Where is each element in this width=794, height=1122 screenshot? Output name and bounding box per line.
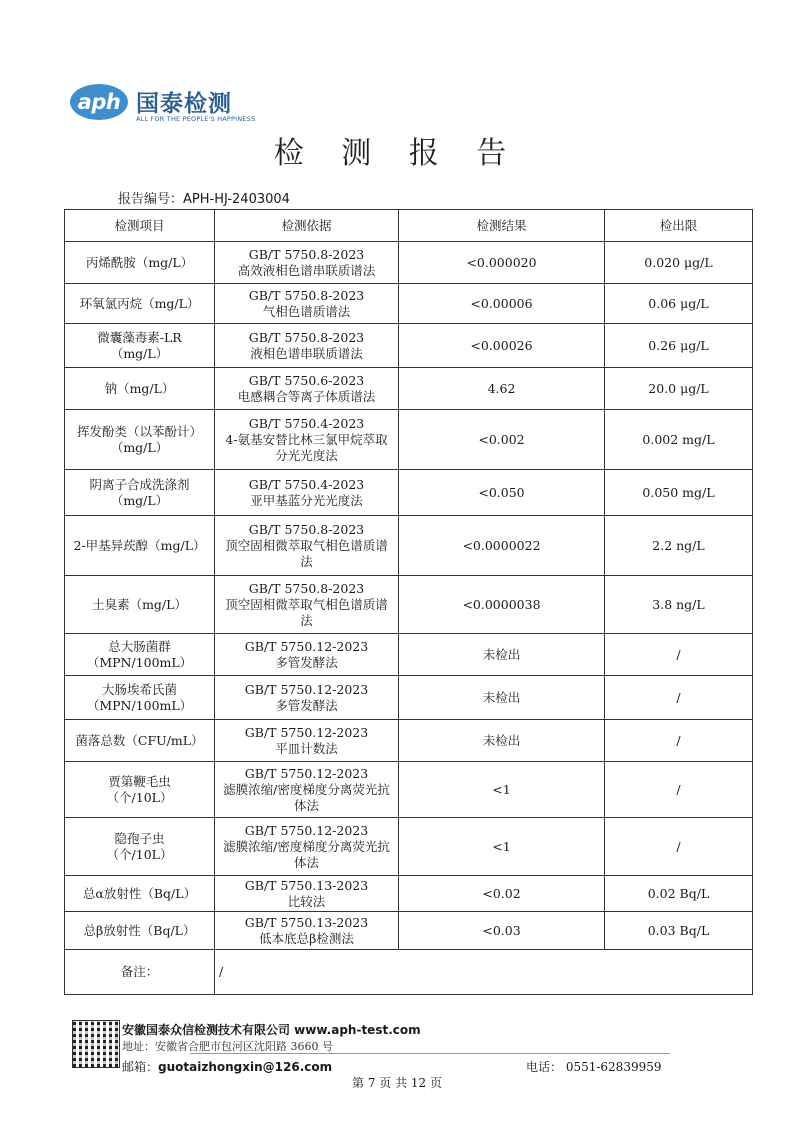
- address-line: 地址：安徽省合肥市包河区沈阳路 3660 号: [122, 1040, 333, 1053]
- item-cell: [65, 720, 215, 762]
- item-cell-line: （MPN/100mL）: [86, 654, 193, 670]
- basis-cell-line: 比较法: [287, 893, 326, 909]
- item-cell: [65, 634, 215, 676]
- limit-cell: 3.8 ng/L: [605, 576, 753, 634]
- basis-cell-line: GB/T 5750.8-2023: [248, 329, 365, 345]
- table-row: [65, 470, 753, 516]
- result-cell: 4.62: [399, 368, 605, 410]
- result-cell: <0.002: [399, 410, 605, 470]
- table-row: [65, 368, 753, 410]
- limit-cell: 0.06 μg/L: [605, 284, 753, 324]
- table-row: [65, 516, 753, 576]
- item-cell-line: 总β放射性（Bq/L）: [83, 922, 196, 938]
- limit-cell: 0.26 μg/L: [605, 324, 753, 368]
- item-cell-line: 大肠埃希氏菌: [101, 681, 177, 697]
- basis-cell-line: GB/T 5750.8-2023: [248, 246, 365, 262]
- basis-cell-line: 分光光度法: [275, 447, 338, 463]
- test-results-table: [64, 209, 753, 995]
- item-cell-line: 土臭素（mg/L）: [92, 596, 187, 612]
- item-cell: [65, 368, 215, 410]
- company-logo: [70, 84, 270, 128]
- report-title: 检 测 报 告: [273, 136, 521, 171]
- table-row: [65, 762, 753, 818]
- remark-label: 备注：: [65, 950, 215, 995]
- result-cell: <0.02: [399, 876, 605, 912]
- table-row: [65, 912, 753, 950]
- item-cell: [65, 762, 215, 818]
- basis-cell-line: 亚甲基蓝分光光度法: [250, 492, 363, 508]
- result-cell: <0.03: [399, 912, 605, 950]
- basis-cell-line: 高效液相色谱串联质谱法: [237, 262, 376, 278]
- phone-line: 电话： 0551-62839959: [526, 1060, 662, 1074]
- table-row: [65, 634, 753, 676]
- basis-cell: [215, 762, 399, 818]
- basis-cell: [215, 324, 399, 368]
- result-cell: <0.050: [399, 470, 605, 516]
- basis-cell: [215, 242, 399, 284]
- basis-cell-line: 多管发酵法: [275, 654, 338, 670]
- result-cell: 未检出: [399, 676, 605, 720]
- basis-cell-line: 体法: [293, 797, 319, 813]
- limit-cell: 0.050 mg/L: [605, 470, 753, 516]
- basis-cell-line: 滤膜浓缩/密度梯度分离荧光抗: [223, 781, 390, 797]
- table-row: [65, 284, 753, 324]
- item-cell-line: 贾第鞭毛虫: [108, 773, 171, 789]
- item-cell: [65, 324, 215, 368]
- basis-cell-line: 4-氨基安替比林三氯甲烷萃取: [225, 431, 388, 447]
- table-row: [65, 676, 753, 720]
- basis-cell: [215, 410, 399, 470]
- item-cell: [65, 242, 215, 284]
- qr-code: [72, 1020, 120, 1068]
- limit-cell: /: [605, 634, 753, 676]
- email-address: guotaizhongxin@126.com: [158, 1060, 333, 1074]
- basis-cell: [215, 470, 399, 516]
- item-cell-line: 钠（mg/L）: [104, 380, 175, 396]
- basis-cell-line: GB/T 5750.4-2023: [248, 476, 365, 492]
- item-cell-line: 环氧氯丙烷（mg/L）: [79, 295, 200, 311]
- item-cell: [65, 676, 215, 720]
- basis-cell-line: 低本底总β检测法: [259, 930, 354, 946]
- table-row: [65, 818, 753, 876]
- limit-cell: 20.0 μg/L: [605, 368, 753, 410]
- basis-cell-line: 顶空固相微萃取气相色谱质谱: [225, 596, 388, 612]
- result-cell: <0.0000038: [399, 576, 605, 634]
- basis-cell: [215, 284, 399, 324]
- basis-cell-line: GB/T 5750.12-2023: [244, 724, 369, 740]
- basis-cell-line: 体法: [293, 854, 319, 870]
- item-cell: [65, 876, 215, 912]
- item-cell-line: 总大肠菌群: [108, 638, 171, 654]
- item-cell-line: 微囊藻毒素-LR: [97, 329, 182, 345]
- basis-cell: [215, 912, 399, 950]
- limit-cell: 0.02 Bq/L: [605, 876, 753, 912]
- basis-cell-line: 液相色谱串联质谱法: [250, 345, 363, 361]
- basis-cell-line: 平皿计数法: [275, 740, 338, 756]
- basis-cell-line: 法: [300, 553, 313, 569]
- basis-cell-line: 法: [300, 612, 313, 628]
- limit-cell: 2.2 ng/L: [605, 516, 753, 576]
- item-cell: [65, 470, 215, 516]
- logo-name: 国泰检测: [136, 91, 232, 117]
- table-row: [65, 576, 753, 634]
- basis-cell-line: GB/T 5750.12-2023: [244, 681, 369, 697]
- basis-cell-line: 气相色谱质谱法: [262, 303, 351, 319]
- basis-cell: [215, 720, 399, 762]
- remark-row: [65, 950, 753, 995]
- basis-cell-line: GB/T 5750.8-2023: [248, 287, 365, 303]
- result-cell: <1: [399, 818, 605, 876]
- basis-cell: [215, 576, 399, 634]
- item-cell-line: 挥发酚类（以苯酚计）: [76, 423, 202, 439]
- table-row: [65, 720, 753, 762]
- table-body: [65, 242, 753, 950]
- result-cell: 未检出: [399, 720, 605, 762]
- basis-cell: [215, 516, 399, 576]
- table-row: [65, 410, 753, 470]
- table-row: [65, 876, 753, 912]
- item-cell-line: （MPN/100mL）: [86, 697, 193, 713]
- item-cell-line: 2-甲基异莰醇（mg/L）: [73, 537, 206, 553]
- item-cell: [65, 818, 215, 876]
- limit-cell: 0.03 Bq/L: [605, 912, 753, 950]
- result-cell: <1: [399, 762, 605, 818]
- item-cell-line: （个/10L）: [106, 789, 173, 805]
- table-row: [65, 324, 753, 368]
- result-cell: 未检出: [399, 634, 605, 676]
- report-number: 报告编号：APH-HJ-2403004: [118, 192, 290, 207]
- table-header-row: [65, 210, 753, 242]
- result-cell: <0.00026: [399, 324, 605, 368]
- basis-cell: [215, 818, 399, 876]
- logo-slogan: ALL FOR THE PEOPLE'S HAPPINESS: [136, 115, 256, 123]
- item-cell: [65, 912, 215, 950]
- remark-value: /: [215, 950, 753, 995]
- item-cell-line: 阴离子合成洗涤剂: [89, 476, 190, 492]
- header-limit: 检出限: [605, 210, 753, 242]
- email-line: [122, 1058, 332, 1075]
- header-item: 检测项目: [65, 210, 215, 242]
- basis-cell-line: 多管发酵法: [275, 697, 338, 713]
- item-cell: [65, 284, 215, 324]
- result-cell: <0.000020: [399, 242, 605, 284]
- basis-cell-line: GB/T 5750.13-2023: [244, 877, 369, 893]
- item-cell-line: （mg/L）: [110, 439, 169, 455]
- header-basis: 检测依据: [215, 210, 399, 242]
- basis-cell-line: GB/T 5750.8-2023: [248, 580, 365, 596]
- basis-cell: [215, 676, 399, 720]
- item-cell: [65, 516, 215, 576]
- company-line: 安徽国泰众信检测技术有限公司 www.aph-test.com: [122, 1023, 421, 1037]
- limit-cell: /: [605, 818, 753, 876]
- item-cell-line: 隐孢子虫: [114, 830, 165, 846]
- item-cell: [65, 410, 215, 470]
- basis-cell: [215, 368, 399, 410]
- basis-cell-line: 滤膜浓缩/密度梯度分离荧光抗: [223, 838, 390, 854]
- limit-cell: /: [605, 720, 753, 762]
- basis-cell-line: GB/T 5750.8-2023: [248, 521, 365, 537]
- basis-cell-line: GB/T 5750.12-2023: [244, 765, 369, 781]
- result-cell: <0.00006: [399, 284, 605, 324]
- basis-cell-line: GB/T 5750.12-2023: [244, 822, 369, 838]
- basis-cell-line: GB/T 5750.4-2023: [248, 415, 365, 431]
- limit-cell: /: [605, 676, 753, 720]
- table-row: [65, 242, 753, 284]
- header-result: 检测结果: [399, 210, 605, 242]
- limit-cell: 0.020 μg/L: [605, 242, 753, 284]
- basis-cell-line: GB/T 5750.12-2023: [244, 638, 369, 654]
- item-cell-line: 总α放射性（Bq/L）: [82, 885, 197, 901]
- limit-cell: 0.002 mg/L: [605, 410, 753, 470]
- item-cell-line: （mg/L）: [110, 492, 169, 508]
- page-number: 第 7 页 共 12 页: [352, 1076, 442, 1090]
- item-cell-line: （个/10L）: [106, 846, 173, 862]
- basis-cell: [215, 634, 399, 676]
- item-cell: [65, 576, 215, 634]
- basis-cell-line: GB/T 5750.13-2023: [244, 914, 369, 930]
- basis-cell-line: GB/T 5750.6-2023: [248, 372, 365, 388]
- result-cell: <0.0000022: [399, 516, 605, 576]
- basis-cell-line: 顶空固相微萃取气相色谱质谱: [225, 537, 388, 553]
- basis-cell-line: 电感耦合等离子体质谱法: [237, 388, 376, 404]
- email-label: 邮箱：: [122, 1060, 159, 1074]
- item-cell-line: （mg/L）: [110, 345, 169, 361]
- footer-divider: [190, 1053, 670, 1054]
- basis-cell: [215, 876, 399, 912]
- aph-logo-mark: aph: [70, 84, 128, 120]
- item-cell-line: 菌落总数（CFU/mL）: [75, 732, 204, 748]
- limit-cell: /: [605, 762, 753, 818]
- item-cell-line: 丙烯酰胺（mg/L）: [85, 254, 194, 270]
